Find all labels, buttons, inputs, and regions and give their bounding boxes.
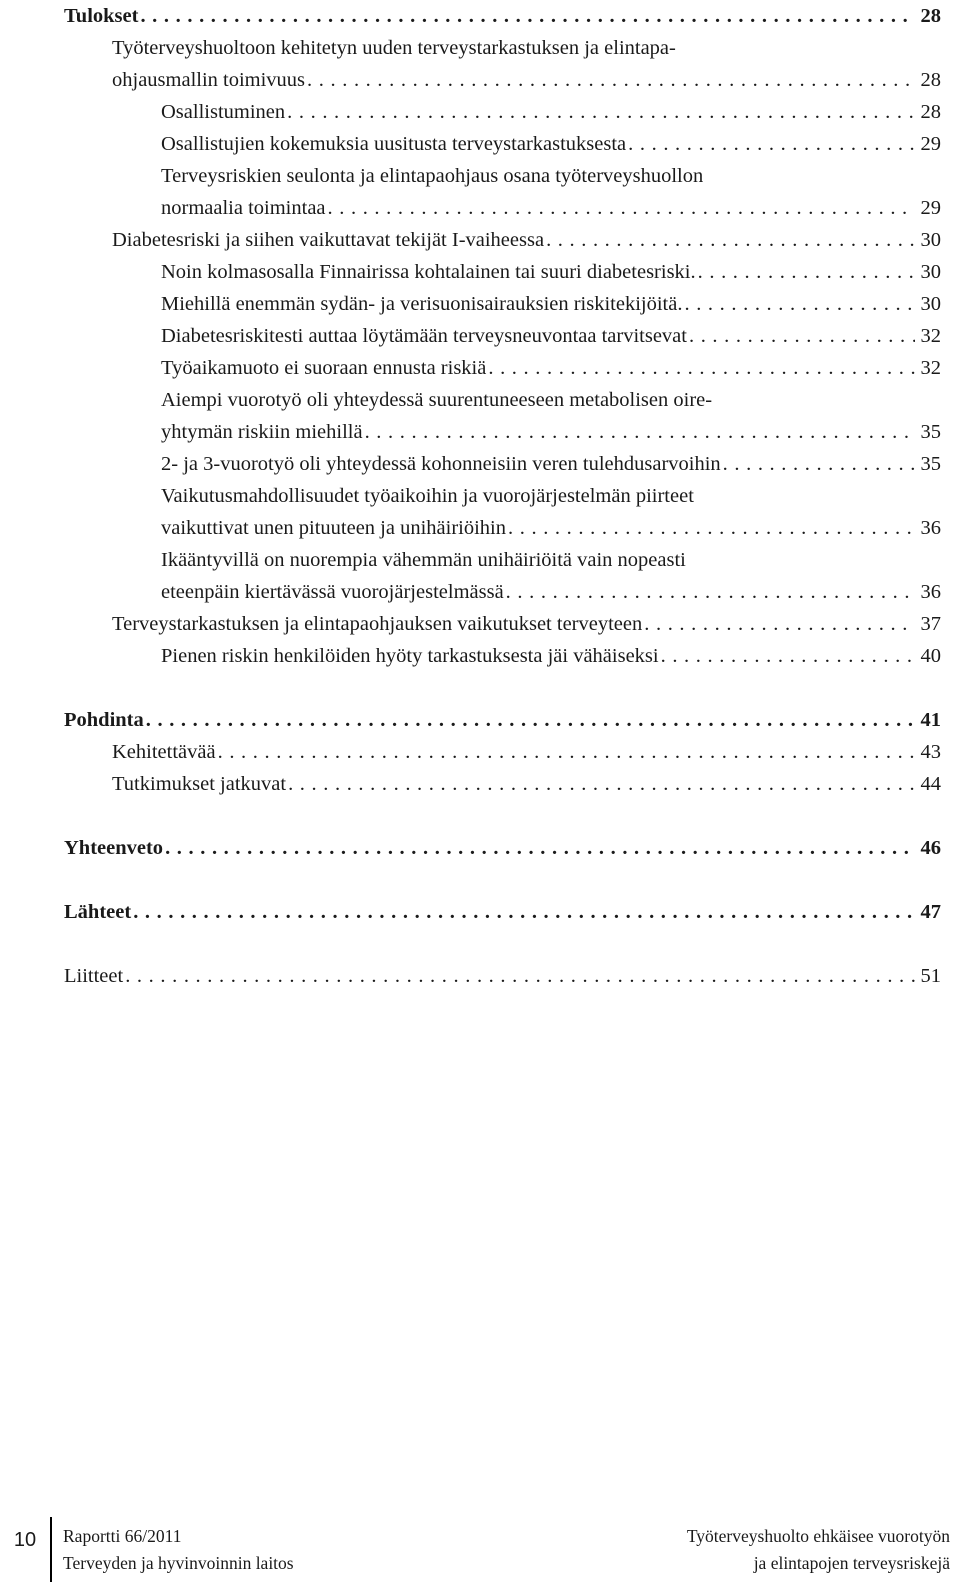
toc-page-number: 30	[920, 261, 941, 283]
toc-entry-title: Työaikamuoto ei suoraan ennusta riskiä	[161, 357, 487, 379]
toc-entry-title: ohjausmallin toimivuus	[112, 69, 306, 91]
toc-entry[interactable]	[64, 288, 941, 320]
dot-leader	[661, 640, 915, 672]
footer-report-title	[687, 1523, 950, 1577]
section-spacer	[64, 864, 941, 896]
toc-page-number: 32	[920, 325, 941, 347]
toc-entry-title: Lähteet	[64, 901, 132, 923]
toc-entry-title: Pienen riskin henkilöiden hyöty tarkastuksesta jäi vähäiseksi	[161, 645, 659, 667]
toc-entry[interactable]	[64, 768, 941, 800]
dot-leader	[140, 0, 915, 32]
dot-leader	[125, 960, 915, 992]
toc-entry[interactable]	[64, 608, 941, 640]
section-spacer	[64, 928, 941, 960]
toc-entry-title: Yhteenveto	[64, 837, 164, 859]
dot-leader	[288, 768, 915, 800]
toc-page-number: 30	[920, 229, 941, 251]
toc-entry-title: Diabetesriskitesti auttaa löytämään terveysneuvontaa tarvitsevat	[161, 325, 687, 347]
toc-entry-title-line: Vaikutusmahdollisuudet työaikoihin ja vuorojärjestelmän piirteet	[161, 485, 694, 507]
toc-entry[interactable]	[64, 160, 941, 224]
toc-entry-title: vaikuttivat unen pituuteen ja unihäiriöihin	[161, 517, 507, 539]
dot-leader	[689, 320, 915, 352]
toc-entry-title-line: Ikääntyvillä on nuorempia vähemmän unihäiriöitä vain nopeasti	[161, 549, 686, 571]
section-spacer	[64, 800, 941, 832]
toc-entry[interactable]	[64, 736, 941, 768]
toc-entry[interactable]	[64, 320, 941, 352]
dot-leader	[628, 128, 915, 160]
dot-leader	[165, 832, 915, 864]
report-title-line-1: Työterveyshuolto ehkäisee vuorotyön	[686, 1526, 950, 1546]
report-title-line-2: ja elintapojen terveysriskejä	[753, 1553, 950, 1573]
toc-entry-title: 2- ja 3-vuorotyö oli yhteydessä kohonneisiin veren tulehdusarvoihin	[161, 453, 721, 475]
publisher-name: Terveyden ja hyvinvoinnin laitos	[63, 1553, 294, 1573]
toc-entry[interactable]	[64, 384, 941, 448]
toc-entry-title: Liitteet	[64, 965, 124, 987]
toc-entry-title: Tulokset	[64, 5, 139, 27]
toc-page-number: 28	[920, 101, 941, 123]
toc-entry[interactable]	[64, 448, 941, 480]
dot-leader	[644, 608, 915, 640]
dot-leader	[133, 896, 915, 928]
toc-entry[interactable]	[64, 0, 941, 32]
dot-leader	[546, 224, 915, 256]
toc-entry[interactable]	[64, 896, 941, 928]
toc-page-number: 46	[920, 837, 941, 859]
toc-entry-title: Miehillä enemmän sydän- ja verisuonisairauksien riskitekijöitä.	[161, 293, 683, 315]
toc-entry[interactable]	[64, 352, 941, 384]
dot-leader	[698, 256, 915, 288]
toc-page-number: 29	[920, 197, 941, 219]
dot-leader	[365, 416, 915, 448]
toc-page-number: 29	[920, 133, 941, 155]
toc-entry-title: Noin kolmasosalla Finnairissa kohtalainen tai suuri diabetesriski.	[161, 261, 696, 283]
toc-page-number: 43	[920, 741, 941, 763]
toc-entry[interactable]	[64, 480, 941, 544]
toc-entry[interactable]	[64, 96, 941, 128]
toc-entry-title: Pohdinta	[64, 709, 144, 731]
page-number: 10	[13, 1529, 37, 1551]
toc-page-number: 44	[920, 773, 941, 795]
toc-entry[interactable]	[64, 640, 941, 672]
footer-divider	[50, 1517, 52, 1582]
toc-entry[interactable]	[64, 256, 941, 288]
toc-entry-title: eteenpäin kiertävässä vuorojärjestelmässä	[161, 581, 504, 603]
dot-leader	[328, 192, 915, 224]
toc-entry-title: Terveystarkastuksen ja elintapaohjauksen vaikutukset terveyteen	[112, 613, 643, 635]
toc-entry[interactable]	[64, 128, 941, 160]
dot-leader	[506, 576, 915, 608]
toc-entry-title: Osallistuminen	[161, 101, 286, 123]
toc-entry[interactable]	[64, 832, 941, 864]
toc-page-number: 51	[920, 965, 941, 987]
toc-page-number: 36	[920, 581, 941, 603]
toc-page-number: 40	[920, 645, 941, 667]
toc-page-number: 41	[920, 709, 941, 731]
dot-leader	[508, 512, 915, 544]
toc-entry[interactable]	[64, 32, 941, 96]
toc-entry-title: Kehitettävää	[112, 741, 216, 763]
footer-publisher	[63, 1523, 294, 1577]
table-of-contents	[64, 0, 941, 992]
dot-leader	[488, 352, 915, 384]
toc-entry-title: Tutkimukset jatkuvat	[112, 773, 287, 795]
toc-page-number: 35	[920, 453, 941, 475]
toc-entry-title: normaalia toimintaa	[161, 197, 326, 219]
toc-entry-title: Diabetesriski ja siihen vaikuttavat tekijät I-vaiheessa	[112, 229, 545, 251]
toc-entry[interactable]	[64, 960, 941, 992]
dot-leader	[723, 448, 915, 480]
toc-page-number: 30	[920, 293, 941, 315]
toc-page-number: 28	[920, 69, 941, 91]
toc-entry-title-line: Aiempi vuorotyö oli yhteydessä suurentuneeseen metabolisen oire-	[161, 389, 713, 411]
toc-entry-title-line: Terveysriskien seulonta ja elintapaohjaus osana työterveyshuollon	[161, 165, 704, 187]
toc-entry[interactable]	[64, 544, 941, 608]
report-number: Raportti 66/2011	[63, 1526, 182, 1546]
dot-leader	[146, 704, 915, 736]
dot-leader	[307, 64, 915, 96]
toc-page-number: 32	[920, 357, 941, 379]
toc-entry-title-line: Työterveyshuoltoon kehitetyn uuden terveystarkastuksen ja elintapa-	[112, 37, 676, 59]
toc-page-number: 36	[920, 517, 941, 539]
dot-leader	[218, 736, 915, 768]
toc-page-number: 37	[920, 613, 941, 635]
toc-entry[interactable]	[64, 704, 941, 736]
dot-leader	[287, 96, 915, 128]
toc-page-number: 28	[920, 5, 941, 27]
dot-leader	[684, 288, 915, 320]
toc-entry-title: Osallistujien kokemuksia uusitusta terveystarkastuksesta	[161, 133, 627, 155]
toc-page-number: 35	[920, 421, 941, 443]
section-spacer	[64, 672, 941, 704]
toc-entry[interactable]	[64, 224, 941, 256]
page-footer	[0, 1517, 960, 1582]
toc-entry-title: yhtymän riskiin miehillä	[161, 421, 363, 443]
toc-page-number: 47	[920, 901, 941, 923]
